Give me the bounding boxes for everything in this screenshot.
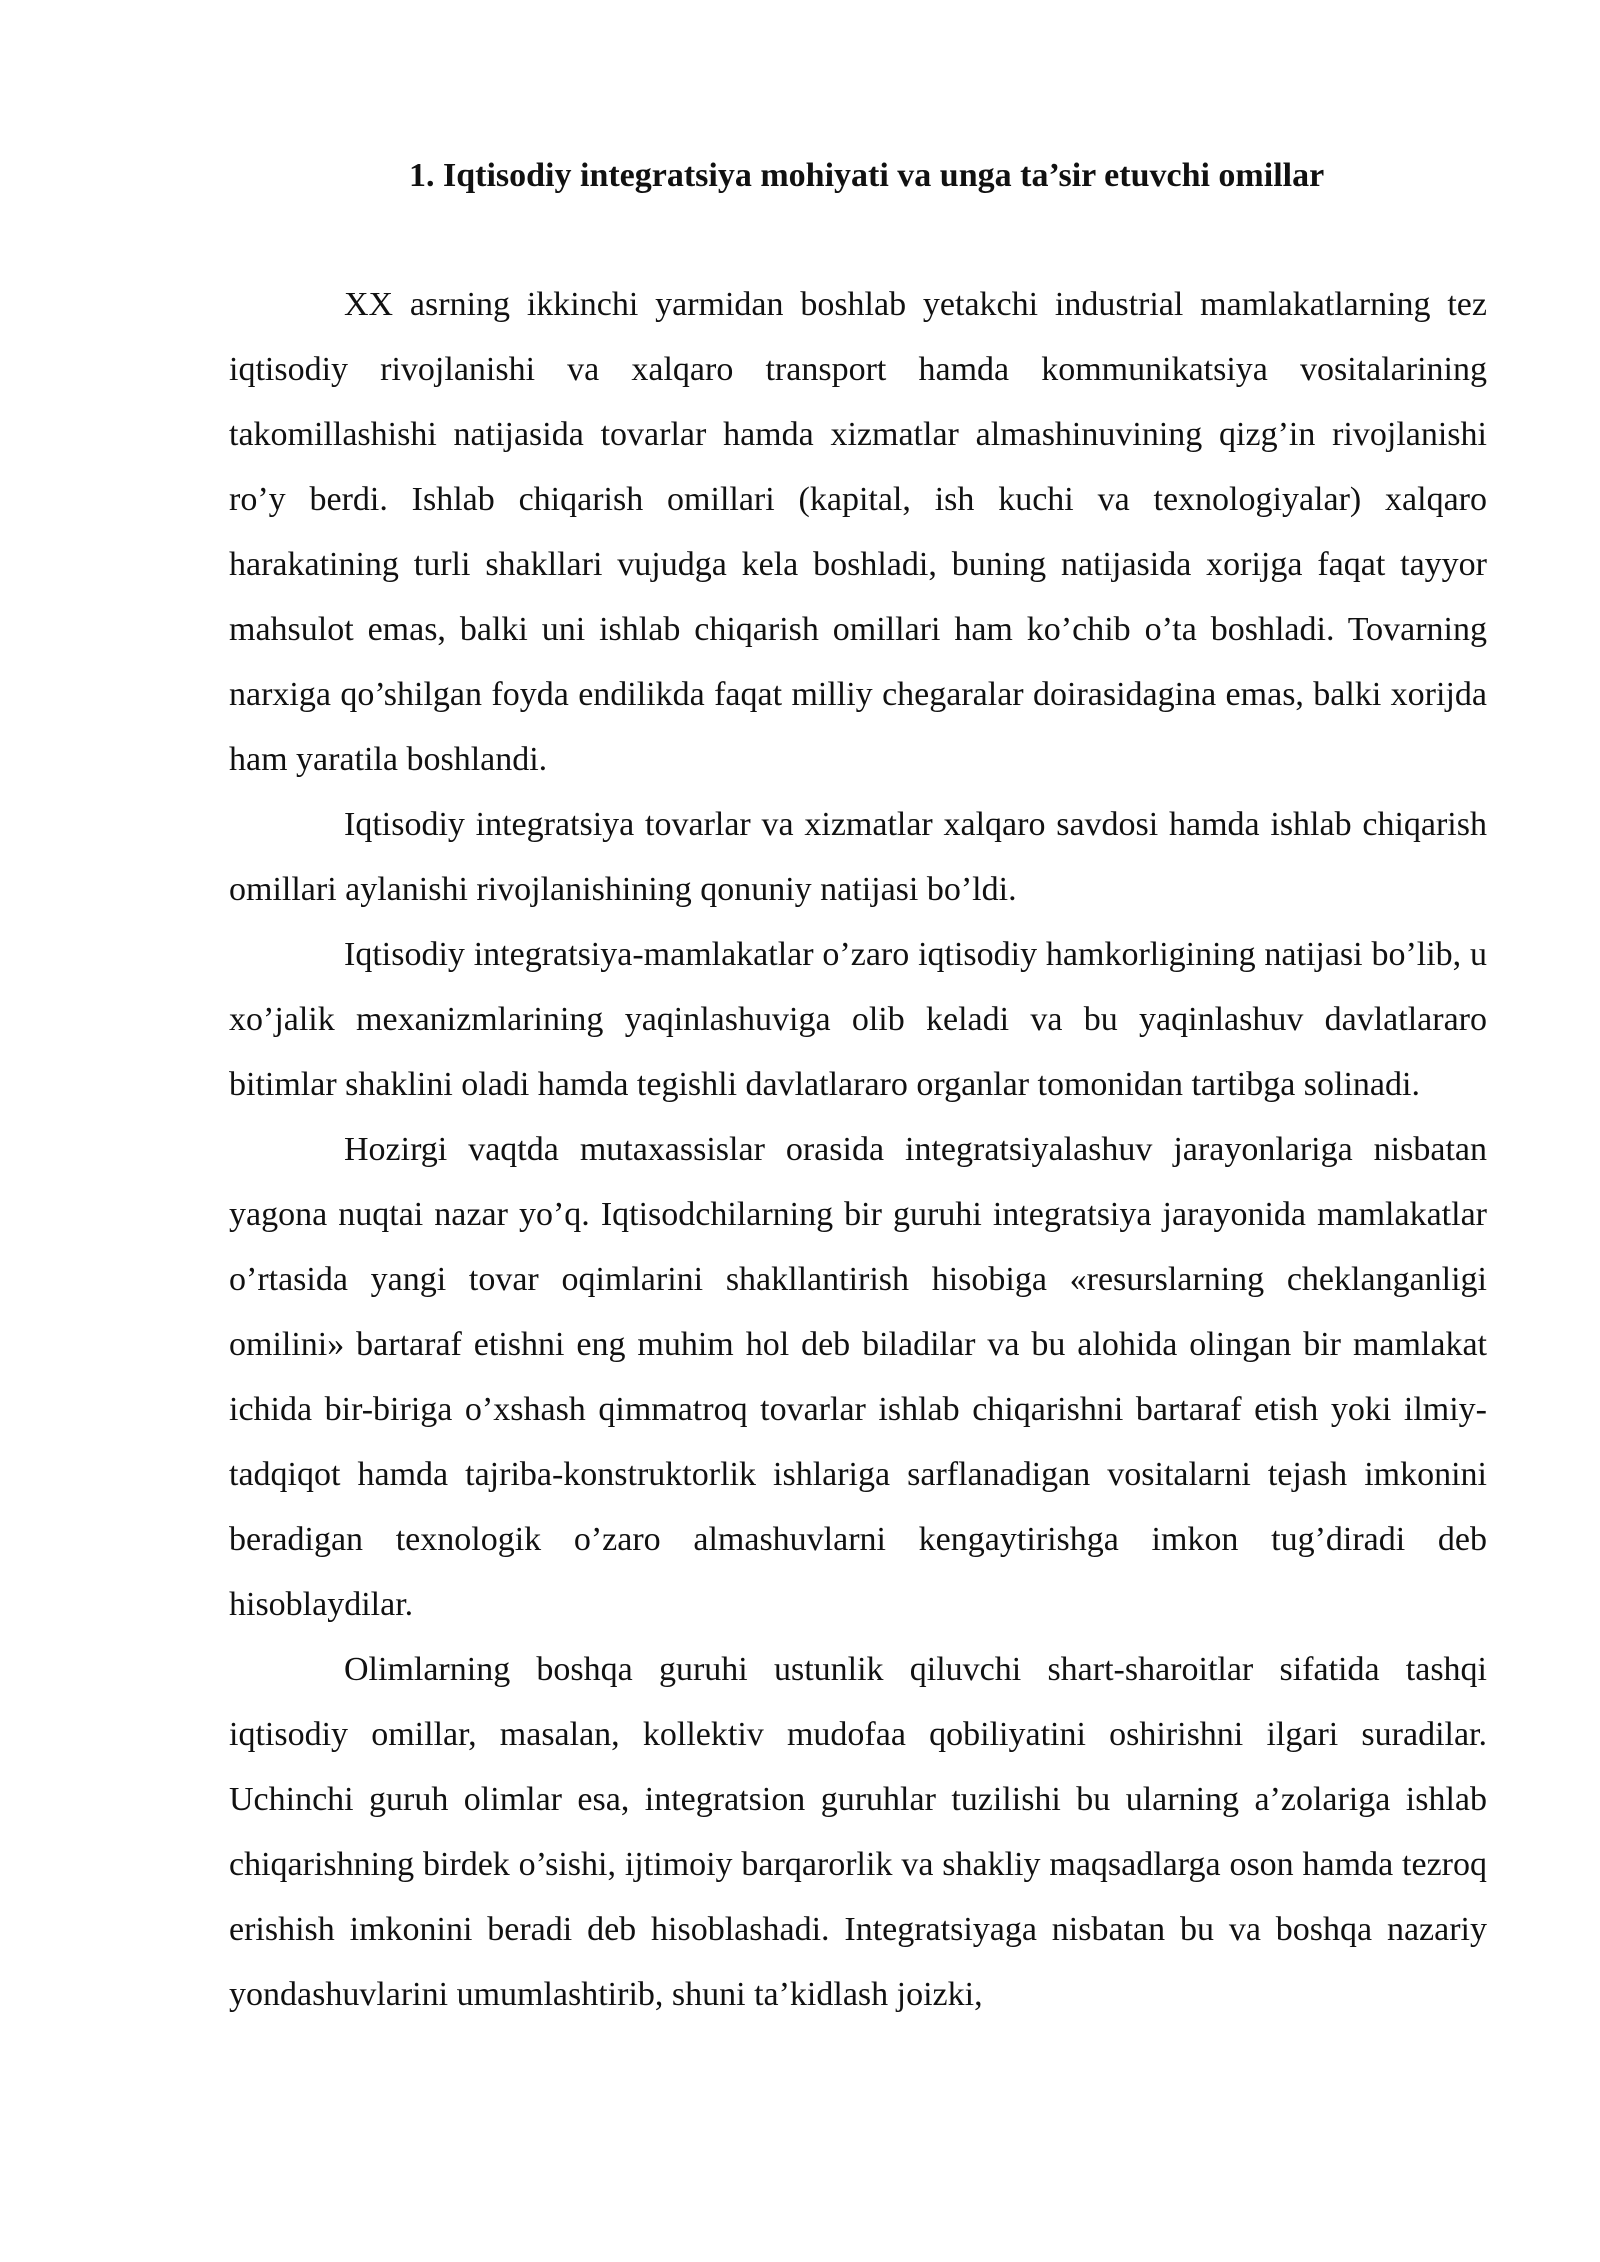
paragraph-4: Hozirgi vaqtda mutaxassislar orasida integratsiyalashuv jarayonlariga nisbatan yagona nuqtai nazar yo’q. Iqtisodchilarning bir guruhi integratsiya jarayonida mamlakatlar o’rtasida yangi tovar oqimlarini shakllantirish hisobiga «resurslarning cheklanganligi omilini» bartaraf etishni eng muhim hol deb biladilar va bu alohida olingan bir mamlakat ichida bir-biriga o’xshash qimmatroq tovarlar ishlab chiqarishni bartaraf etish yoki ilmiy-tadqiqot hamda tajriba-konstruktorlik ishlariga sarflanadigan vositalarni tejash imkonini beradigan texnologik o’zaro almashuvlarni kengaytirishga imkon tug’diradi deb hisoblaydilar. <box>229 1131 1487 1623</box>
paragraph-5: Olimlarning boshqa guruhi ustunlik qiluvchi shart-sharoitlar sifatida tashqi iqtisodiy omillar, masalan, kollektiv mudofaa qobiliyatini oshirishni ilgari suradilar. Uchinchi guruh olimlar esa, integratsion guruhlar tuzilishi bu ularning a’zolariga ishlab chiqarishning birdek o’sishi, ijtimoiy barqarorlik va shakliy maqsadlarga oson hamda tezroq erishish imkonini beradi deb hisoblashadi. Integratsiyaga nisbatan bu va boshqa nazariy yondashuvlarini umumlashtirib, shuni ta’kidlash joizki, <box>229 1651 1487 2013</box>
paragraph-2: Iqtisodiy integratsiya tovarlar va xizmatlar xalqaro savdosi hamda ishlab chiqarish omillari aylanishi rivojlanishining qonuniy natijasi bo’ldi. <box>229 806 1487 908</box>
paragraph-1: XX asrning ikkinchi yarmidan boshlab yetakchi industrial mamlakatlarning tez iqtisodiy rivojlanishi va xalqaro transport hamda kommunikatsiya vositalarining takomillashishi natijasida tovarlar hamda xizmatlar almashinuvining qizg’in rivojlanishi ro’y berdi. Ishlab chiqarish omillari (kapital, ish kuchi va texnologiyalar) xalqaro harakatining turli shakllari vujudga kela boshladi, buning natijasida xorijga faqat tayyor mahsulot emas, balki uni ishlab chiqarish omillari ham ko’chib o’ta boshladi. Tovarning narxiga qo’shilgan foyda endilikda faqat milliy chegaralar doirasidagina emas, balki xorijda ham yaratila boshlandi. <box>229 286 1487 778</box>
paragraph-3: Iqtisodiy integratsiya-mamlakatlar o’zaro iqtisodiy hamkorligining natijasi bo’lib, u xo’jalik mexanizmlarining yaqinlashuviga olib keladi va bu yaqinlashuv davlatlararo bitimlar shaklini oladi hamda tegishli davlatlararo organlar tomonidan tartibga solinadi. <box>229 936 1487 1103</box>
section-title: 1. Iqtisodiy integratsiya mohiyati va unga ta’sir etuvchi omillar <box>409 157 1325 194</box>
document-body <box>229 150 1487 2027</box>
